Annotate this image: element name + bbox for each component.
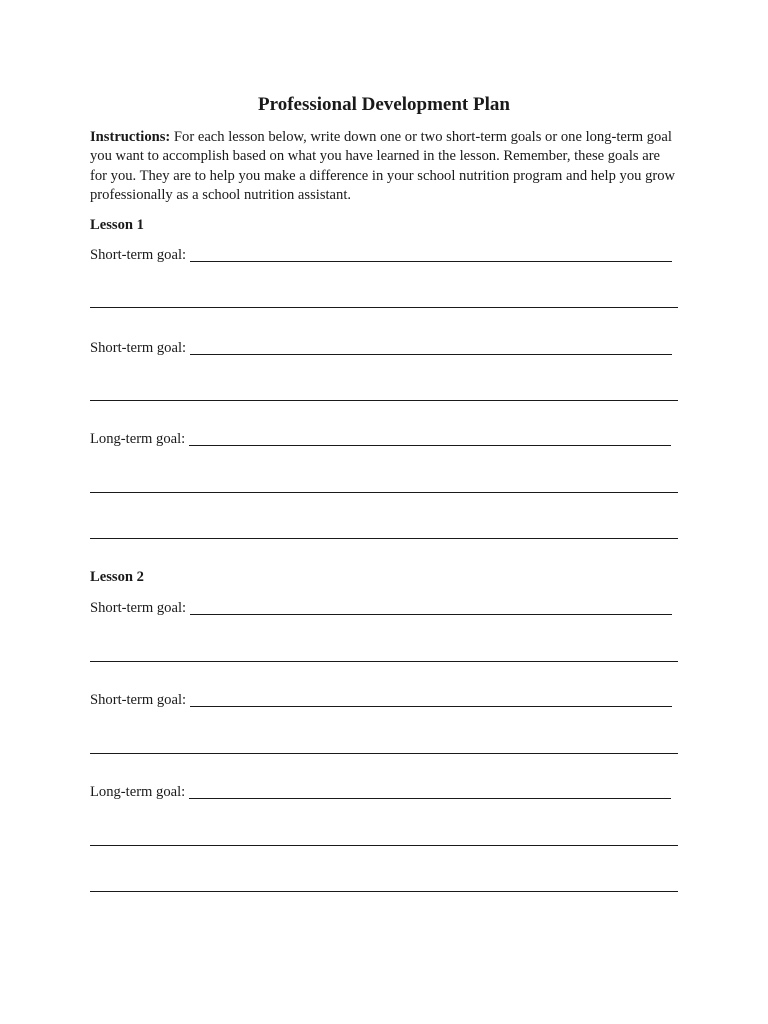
blank-write-line[interactable] [90,661,678,662]
goal-label: Long-term goal: [90,431,186,447]
blank-write-line[interactable] [90,538,678,539]
goal-label: Short-term goal: [90,247,187,263]
goal-write-line[interactable] [190,614,672,615]
blank-write-line[interactable] [90,307,678,308]
goal-write-line[interactable] [189,798,671,799]
blank-write-line[interactable] [90,891,678,892]
lesson-1-heading: Lesson 1 [90,217,144,233]
blank-write-line[interactable] [90,845,678,846]
goal-label: Short-term goal: [90,600,187,616]
lesson-1-goal-2-row [90,338,672,358]
goal-write-line[interactable] [190,354,672,355]
lesson-1-goal-3-row [90,429,671,449]
goal-write-line[interactable] [190,706,672,707]
blank-write-line[interactable] [90,400,678,401]
instructions-text: For each lesson below, write down one or two short-term goals or one long-term goal you want to accomplish based on what you have learned in the lesson. Remember, these goals are for you. They are to help you make a difference in your school nutrition program and help you grow professionally as a school nutrition assistant. [90,129,676,203]
lesson-2-heading: Lesson 2 [90,569,144,585]
goal-write-line[interactable] [190,261,672,262]
goal-label: Long-term goal: [90,784,186,800]
page-title: Professional Development Plan [258,94,510,115]
blank-write-line[interactable] [90,753,678,754]
goal-label: Short-term goal: [90,340,187,356]
lesson-2-goal-2-row [90,690,672,710]
lesson-2-goal-3-row [90,782,671,802]
blank-write-line[interactable] [90,492,678,493]
lesson-1-goal-1-row [90,245,672,265]
instructions-lead: Instructions: [90,129,171,145]
goal-write-line[interactable] [189,445,671,446]
lesson-2-goal-1-row [90,598,672,618]
goal-label: Short-term goal: [90,692,187,708]
instructions-paragraph [90,128,680,205]
